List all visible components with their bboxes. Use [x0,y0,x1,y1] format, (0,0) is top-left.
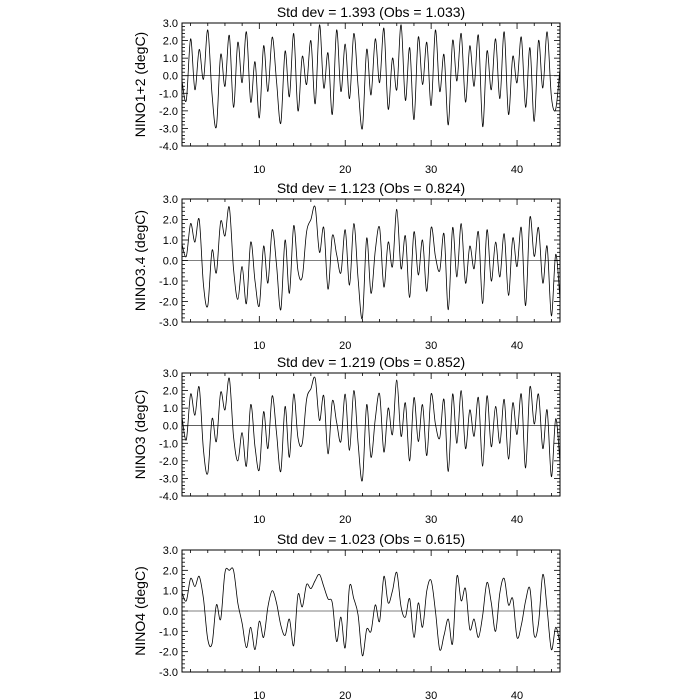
chart-title: Std dev = 1.123 (Obs = 0.824) [276,180,466,196]
y-tick-label: -4.0 [159,491,178,503]
y-axis-label: NINO3 (degC) [132,389,148,480]
x-tick-label: 40 [510,514,524,526]
x-tick-label: 10 [253,164,266,176]
x-tick-label: 40 [510,164,524,176]
x-tick-label: 40 [510,690,524,700]
y-tick-label: 1.0 [162,585,178,598]
y-tick-label: 1.0 [162,53,178,66]
x-tick-label: 10 [253,340,266,352]
series-line-NINO4 [182,568,560,656]
y-tick-label: -3.0 [159,473,178,486]
series-line-NINO3.4 [182,206,560,319]
x-tick-label: 20 [339,340,352,352]
y-tick-label: 1.0 [162,235,178,247]
y-axis-label: NINO1+2 (degC) [132,31,148,138]
panel-nino3 [132,354,560,526]
series-line-NINO1+2 [182,25,560,129]
plot-frame [182,373,560,496]
y-tick-label: -3.0 [159,317,178,329]
y-tick-label: -3.0 [159,667,178,679]
y-tick-label: 2.0 [162,35,178,48]
y-tick-label: -4.0 [159,141,178,153]
panel-nino12 [132,4,560,176]
y-tick-label: -1.0 [159,626,178,639]
x-tick-label: 40 [510,340,524,352]
x-tick-label: 20 [339,690,352,700]
y-tick-label: 1.0 [162,403,178,416]
y-tick-label: -2.0 [159,646,178,659]
y-axis-label: NINO4 (degC) [132,566,148,656]
series-line-NINO3 [182,377,560,481]
y-tick-label: -2.0 [159,105,178,118]
chart-title: Std dev = 1.023 (Obs = 0.615) [276,531,466,547]
y-tick-label: -3.0 [159,123,178,136]
x-tick-label: 30 [425,690,438,700]
x-tick-label: 30 [425,164,438,176]
x-tick-label: 20 [339,164,352,176]
y-tick-label: 0.0 [162,420,178,433]
y-tick-label: -1.0 [159,88,178,101]
y-tick-label: 3.0 [162,18,178,30]
y-tick-label: -1.0 [159,438,178,451]
y-tick-label: 0.0 [162,255,178,268]
y-tick-label: 3.0 [162,194,178,206]
y-tick-label: -2.0 [159,455,178,468]
y-tick-label: 3.0 [162,545,178,557]
x-tick-label: 10 [253,514,266,526]
chart-title: Std dev = 1.219 (Obs = 0.852) [276,354,466,370]
x-tick-label: 30 [425,340,438,352]
y-tick-label: -1.0 [159,276,178,288]
panel-nino4 [132,531,560,700]
y-tick-label: 2.0 [162,565,178,578]
y-tick-label: 0.0 [162,70,178,83]
x-tick-label: 10 [253,690,266,700]
panel-nino34 [132,180,560,352]
x-tick-label: 20 [339,514,352,526]
x-tick-label: 30 [425,514,438,526]
y-tick-label: -2.0 [159,296,178,309]
y-axis-label: NINO3.4 (degC) [132,209,148,312]
chart-title: Std dev = 1.393 (Obs = 1.033) [276,4,466,20]
y-tick-label: 0.0 [162,606,178,618]
y-tick-label: 2.0 [162,385,178,398]
y-tick-label: 2.0 [162,214,178,227]
y-tick-label: 3.0 [162,368,178,380]
